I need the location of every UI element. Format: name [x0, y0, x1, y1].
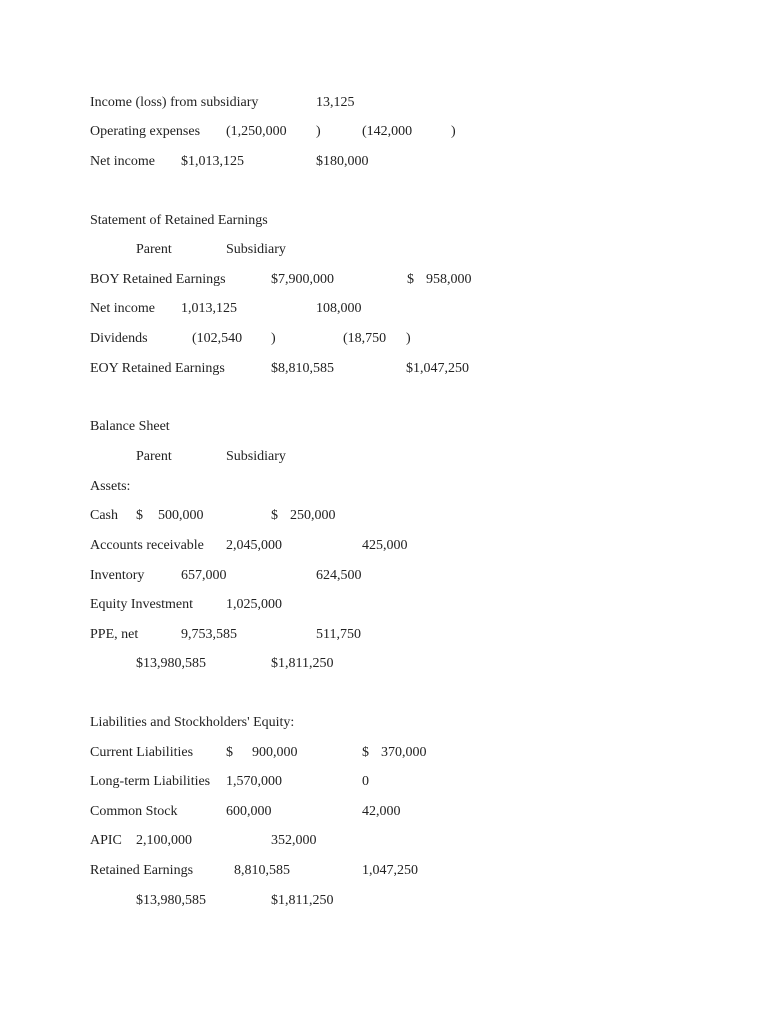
- row-retained-earnings-bs: [0, 861, 768, 881]
- subsidiary-value: (142,000: [362, 124, 413, 139]
- row-common-stock: [0, 802, 768, 822]
- parent-value: 2,045,000: [226, 538, 282, 553]
- parent-total: $13,980,585: [136, 893, 206, 908]
- subsidiary-dollar-sign: $: [362, 745, 369, 760]
- subsidiary-value: 0: [362, 774, 369, 789]
- column-header-parent: Parent: [136, 242, 172, 257]
- section-title-retained-earnings: [0, 211, 768, 231]
- subsidiary-value: $1,047,250: [406, 361, 469, 376]
- parent-value: $7,900,000: [271, 272, 334, 287]
- subsidiary-dollar-sign: $: [271, 508, 278, 523]
- row-net-income-re: [0, 299, 768, 319]
- row-label: Net income: [90, 154, 155, 169]
- row-equity-investment: [0, 595, 768, 615]
- section-title: Statement of Retained Earnings: [90, 213, 268, 228]
- parent-dollar-sign: $: [226, 745, 233, 760]
- row-label: Current Liabilities: [90, 745, 194, 760]
- parent-value: 500,000: [158, 508, 204, 523]
- subsidiary-value: 511,750: [316, 627, 361, 642]
- subsidiary-total: $1,811,250: [271, 656, 334, 671]
- parent-value: $8,810,585: [271, 361, 334, 376]
- parent-value: 1,013,125: [181, 301, 237, 316]
- parent-value: $1,013,125: [181, 154, 244, 169]
- liabilities-heading: [0, 713, 768, 733]
- subsidiary-value: 108,000: [316, 301, 362, 316]
- row-label: Operating expenses: [90, 124, 201, 139]
- parent-close-paren: ): [271, 331, 276, 346]
- row-total-assets: [0, 654, 768, 674]
- parent-value: 600,000: [226, 804, 272, 819]
- re-column-headers: [0, 240, 768, 260]
- row-boy-retained-earnings: [0, 270, 768, 290]
- parent-total: $13,980,585: [136, 656, 206, 671]
- subsidiary-value: 250,000: [290, 508, 336, 523]
- subsidiary-value: $180,000: [316, 154, 369, 169]
- subsidiary-dollar-sign: $: [407, 272, 414, 287]
- subsidiary-value: 958,000: [426, 272, 472, 287]
- column-header-subsidiary: Subsidiary: [226, 242, 286, 257]
- subsection-heading: Assets:: [90, 479, 131, 494]
- parent-value: 8,810,585: [234, 863, 290, 878]
- subsidiary-total: $1,811,250: [271, 893, 334, 908]
- parent-value: 657,000: [181, 568, 227, 583]
- subsidiary-value: 624,500: [316, 568, 362, 583]
- assets-heading: [0, 477, 768, 497]
- row-label: Cash: [90, 508, 118, 523]
- section-title-balance-sheet: [0, 417, 768, 437]
- row-label: Equity Investment: [90, 597, 194, 612]
- row-apic: [0, 831, 768, 851]
- parent-value: 1,025,000: [226, 597, 282, 612]
- section-title: Balance Sheet: [90, 419, 170, 434]
- subsidiary-value: 370,000: [381, 745, 427, 760]
- row-label: Retained Earnings: [90, 863, 194, 878]
- row-label: BOY Retained Earnings: [90, 272, 226, 287]
- column-header-subsidiary: Subsidiary: [226, 449, 286, 464]
- row-accounts-receivable: [0, 536, 768, 556]
- row-operating-expenses: [0, 122, 768, 142]
- row-ppe-net: [0, 625, 768, 645]
- parent-dollar-sign: $: [136, 508, 143, 523]
- bs-column-headers: [0, 447, 768, 467]
- subsidiary-value: 352,000: [271, 833, 317, 848]
- parent-value: 13,125: [316, 95, 355, 110]
- row-long-term-liabilities: [0, 772, 768, 792]
- row-label: EOY Retained Earnings: [90, 361, 225, 376]
- row-total-liabilities-equity: [0, 891, 768, 911]
- subsidiary-close-paren: ): [451, 124, 456, 139]
- row-cash: [0, 506, 768, 526]
- parent-value: 900,000: [252, 745, 298, 760]
- parent-value: 2,100,000: [136, 833, 192, 848]
- row-income-from-subsidiary: [0, 93, 768, 113]
- row-current-liabilities: [0, 743, 768, 763]
- column-header-parent: Parent: [136, 449, 172, 464]
- row-label: PPE, net: [90, 627, 139, 642]
- subsidiary-value: 1,047,250: [362, 863, 418, 878]
- subsidiary-value: 42,000: [362, 804, 401, 819]
- row-label: Inventory: [90, 568, 145, 583]
- row-dividends: [0, 329, 768, 349]
- parent-close-paren: ): [316, 124, 321, 139]
- parent-value: (102,540: [192, 331, 243, 346]
- row-label: Long-term Liabilities: [90, 774, 211, 789]
- row-net-income-is: [0, 152, 768, 172]
- subsidiary-value: 425,000: [362, 538, 408, 553]
- row-label: Accounts receivable: [90, 538, 204, 553]
- row-label: Common Stock: [90, 804, 178, 819]
- row-eoy-retained-earnings: [0, 359, 768, 379]
- parent-value: 9,753,585: [181, 627, 237, 642]
- row-label: APIC: [90, 833, 122, 848]
- subsection-heading: Liabilities and Stockholders' Equity:: [90, 715, 295, 730]
- row-label: Net income: [90, 301, 155, 316]
- subsidiary-close-paren: ): [406, 331, 411, 346]
- row-inventory: [0, 566, 768, 586]
- row-label: Income (loss) from subsidiary: [90, 95, 259, 110]
- row-label: Dividends: [90, 331, 148, 346]
- subsidiary-value: (18,750: [343, 331, 387, 346]
- parent-value: (1,250,000: [226, 124, 287, 139]
- parent-value: 1,570,000: [226, 774, 282, 789]
